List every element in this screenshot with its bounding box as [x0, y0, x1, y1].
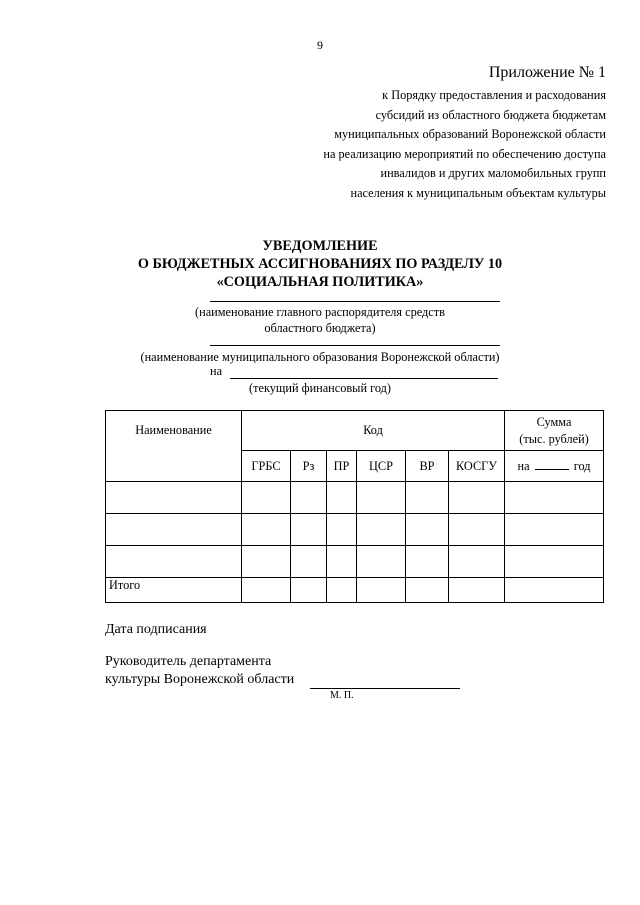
table-total-row [106, 578, 604, 603]
appendix-line: к Порядку предоставления и расходования [382, 88, 606, 102]
appendix-title: Приложение № 1 [488, 64, 606, 81]
municipality-caption: (наименование муниципального образования Воронежской области) [140, 350, 500, 364]
department-head-label: Руководитель департамента [105, 654, 272, 669]
sum-header-line: Сумма [536, 414, 572, 429]
appendix-description [323, 86, 606, 204]
appendix-line: субсидий из областного бюджета бюджетам [375, 107, 606, 122]
distributor-fill-line [210, 301, 500, 302]
municipality-fill-line [210, 345, 500, 346]
year-suffix: год [573, 459, 591, 473]
sum-column-header [505, 411, 604, 451]
code-header-kosgu: КОСГУ [449, 451, 505, 482]
budget-table [105, 410, 604, 603]
document-subtitle: О БЮДЖЕТНЫХ АССИГНОВАНИЯХ ПО РАЗДЕЛУ 10 [137, 256, 503, 272]
appendix-line: населения к муниципальным объектам культуры [350, 185, 606, 200]
sum-year-header [505, 451, 604, 482]
code-header-csr: ЦСР [357, 451, 406, 482]
table-row [106, 546, 604, 578]
name-column-header: Наименование [106, 411, 242, 482]
total-label: Итого [106, 578, 242, 603]
year-prefix: на [517, 459, 530, 473]
signature-line [310, 688, 460, 689]
year-blank [535, 458, 569, 470]
appendix-line: муниципальных образований Воронежской области [334, 127, 606, 142]
code-column-header: Код [242, 411, 505, 451]
distributor-caption-2: областного бюджета) [264, 321, 376, 335]
document-title: УВЕДОМЛЕНИЕ [262, 238, 378, 254]
appendix-line: на реализацию мероприятий по обеспечению доступа [323, 146, 606, 161]
code-header-pr: ПР [327, 451, 357, 482]
fiscal-year-fill-line [230, 378, 498, 379]
document-subtitle-section: «СОЦИАЛЬНАЯ ПОЛИТИКА» [216, 274, 424, 290]
code-header-grbs: ГРБС [242, 451, 291, 482]
distributor-caption: (наименование главного распорядителя средств [195, 305, 445, 319]
table-row [106, 482, 604, 514]
signing-date-label: Дата подписания [105, 622, 207, 637]
table-header-row [106, 411, 604, 451]
code-header-rz: Рз [291, 451, 327, 482]
fiscal-year-caption: (текущий финансовый год) [249, 381, 391, 395]
appendix-line: инвалидов и других маломобильных групп [380, 166, 606, 181]
code-header-vr: ВР [406, 451, 449, 482]
department-name-label: культуры Воронежской области [105, 672, 295, 687]
stamp-place-label: М. П. [330, 690, 354, 701]
table-row [106, 514, 604, 546]
on-label: на [210, 364, 223, 378]
page-number: 9 [317, 38, 323, 52]
sum-header-unit: (тыс. рублей) [519, 431, 589, 446]
